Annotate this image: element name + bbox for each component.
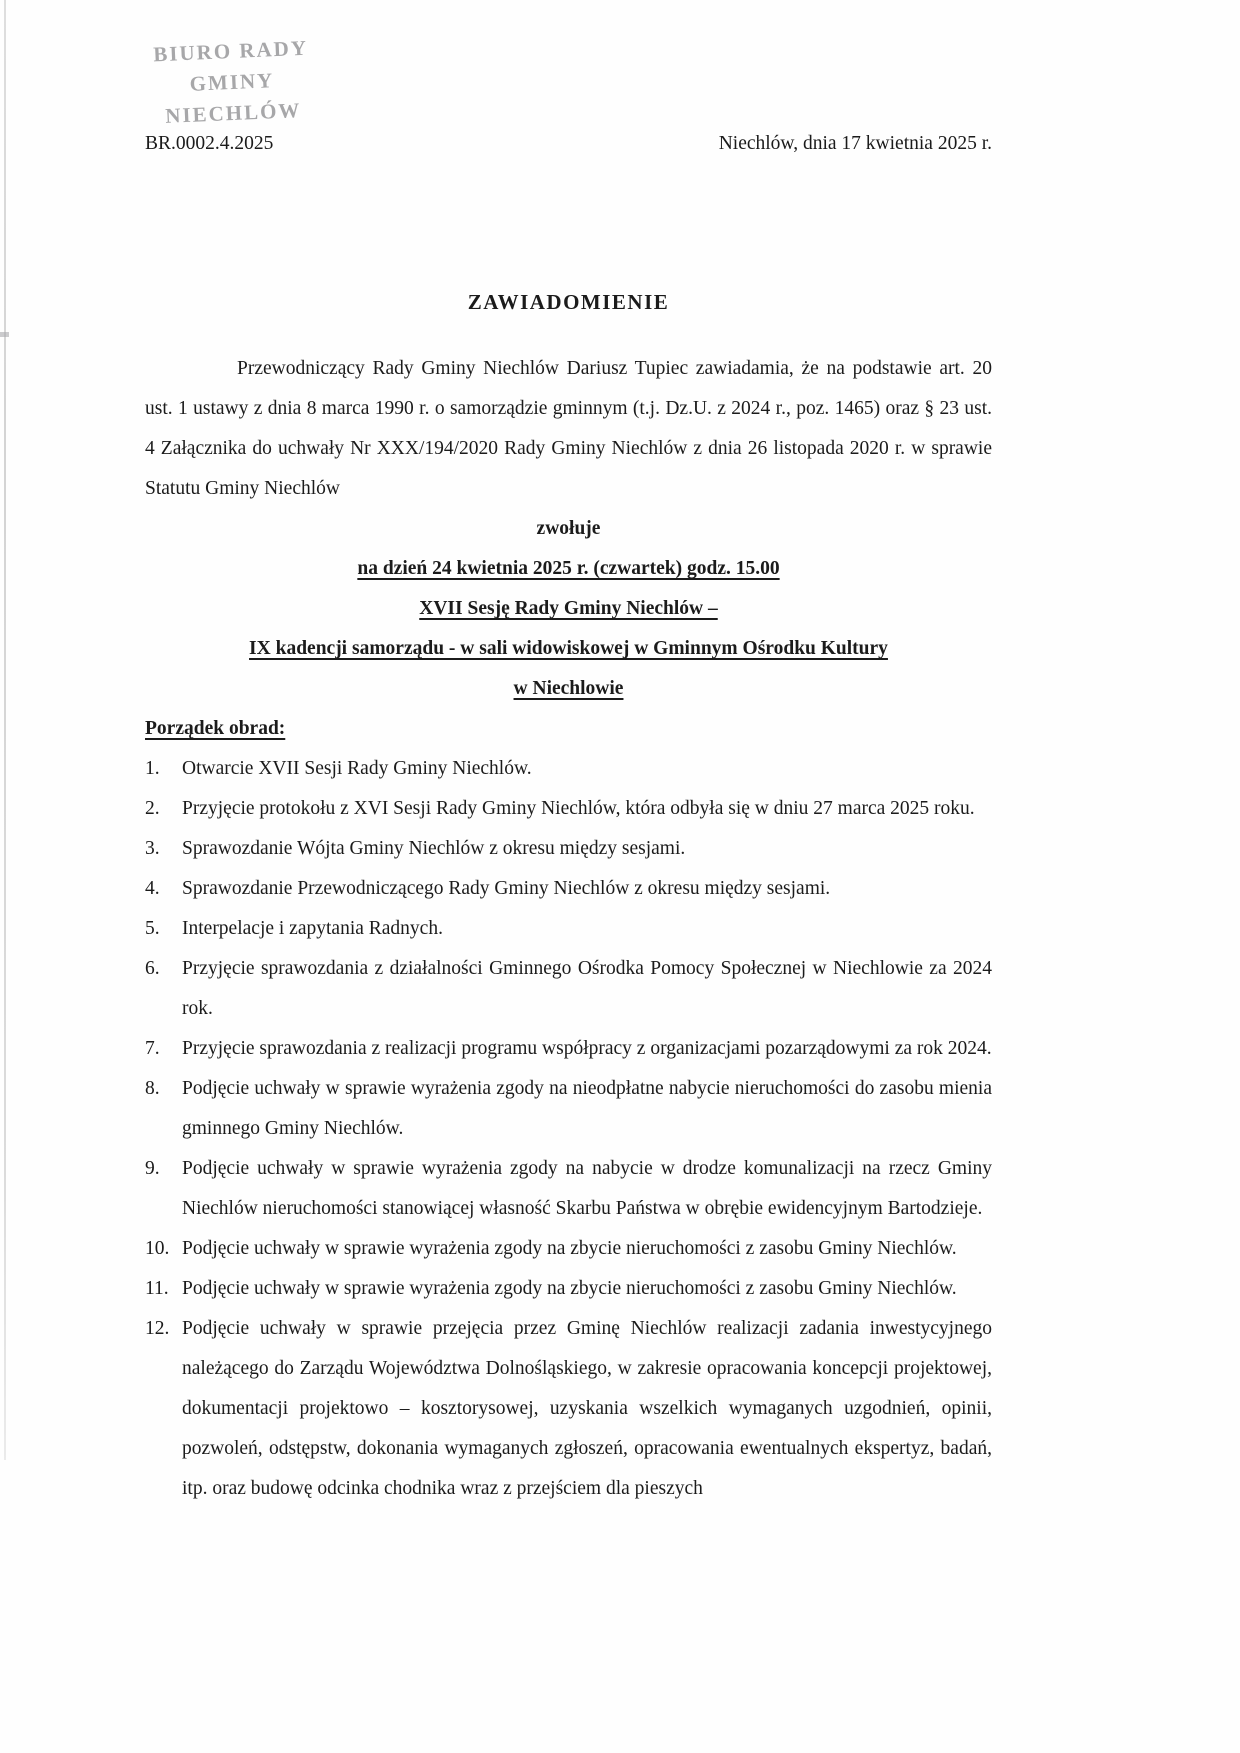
session-place-line bbox=[145, 669, 992, 709]
convene-line: zwołuje bbox=[536, 518, 601, 539]
agenda-item-4 bbox=[145, 869, 992, 909]
agenda-item-6 bbox=[145, 949, 992, 1029]
agenda-item-text: Przyjęcie sprawozdania z działalności Gminnego Ośrodka Pomocy Społecznej w Niechlowie za 2024 rok. bbox=[182, 958, 992, 1019]
agenda-item-number: 4. bbox=[145, 878, 160, 899]
agenda-item-1 bbox=[145, 749, 992, 789]
agenda-item-number: 9. bbox=[145, 1158, 160, 1179]
agenda-item-text: Interpelacje i zapytania Radnych. bbox=[182, 918, 443, 939]
agenda-item-number: 7. bbox=[145, 1038, 160, 1059]
agenda-item-5 bbox=[145, 909, 992, 949]
agenda-item-3 bbox=[145, 829, 992, 869]
session-title-line bbox=[145, 589, 992, 629]
agenda-item-text: Sprawozdanie Przewodniczącego Rady Gminy Niechlów z okresu między sesjami. bbox=[182, 878, 831, 899]
agenda-item-number: 12. bbox=[145, 1318, 170, 1339]
agenda-item-8 bbox=[145, 1069, 992, 1149]
agenda-item-number: 2. bbox=[145, 798, 160, 819]
stamp-line-2: GMINY NIECHLÓW bbox=[164, 68, 302, 128]
agenda-item-10 bbox=[145, 1229, 992, 1269]
agenda-item-2 bbox=[145, 789, 992, 829]
agenda-item-7 bbox=[145, 1029, 992, 1069]
agenda-item-text: Sprawozdanie Wójta Gminy Niechlów z okresu między sesjami. bbox=[182, 838, 686, 859]
stamp-line-1: BIURO RADY bbox=[152, 35, 309, 67]
agenda-item-text: Podjęcie uchwały w sprawie wyrażenia zgody na zbycie nieruchomości z zasobu Gminy Niechlów. bbox=[182, 1278, 957, 1299]
session-title-text: XVII Sesję Rady Gminy Niechlów – bbox=[419, 598, 718, 619]
agenda-item-number: 6. bbox=[145, 958, 160, 979]
session-location-text: IX kadencji samorządu - w sali widowiskowej w Gminnym Ośrodku Kultury bbox=[249, 638, 888, 659]
session-datetime-line bbox=[145, 549, 992, 589]
agenda-item-text: Podjęcie uchwały w sprawie wyrażenia zgody na nabycie w drodze komunalizacji na rzecz Gminy Niechlów nieruchomości stanowiącej własność Skarbu Państwa w obrębie ewidencyjnym Bartodzieje. bbox=[182, 1158, 992, 1219]
agenda-list bbox=[145, 749, 992, 1509]
agenda-item-number: 3. bbox=[145, 838, 160, 859]
session-place-text: w Niechlowie bbox=[513, 678, 624, 699]
agenda-item-number: 11. bbox=[145, 1278, 169, 1299]
agenda-heading bbox=[145, 709, 992, 749]
agenda-item-text: Podjęcie uchwały w sprawie przejęcia przez Gminę Niechlów realizacji zadania inwestycyjnego należącego do Zarządu Województwa Dolnośląskiego, w zakresie opracowania koncepcji projektowej, dokumentacji projektowo – kosztorysowej, uzyskania wszelkich wymaganych uzgodnień, opinii, pozwoleń, odstępstw, dokonania wymaganych zgłoszeń, opracowania ewentualnych ekspertyz, badań, itp. oraz budowę odcinka chodnika wraz z przejściem dla pieszych bbox=[182, 1318, 992, 1499]
reference-number: BR.0002.4.2025 bbox=[145, 133, 274, 154]
intro-paragraph: Przewodniczący Rady Gminy Niechlów Dariusz Tupiec zawiadamia, że na podstawie art. 20 ust. 1 ustawy z dnia 8 marca 1990 r. o samorządzie gminnym (t.j. Dz.U. z 2024 r., poz. 1465) oraz § 23 ust. 4 Załącznika do uchwały Nr XXX/194/2020 Rady Gminy Niechlów z dnia 26 listopada 2020 r. w sprawie Statutu Gminy Niechlów bbox=[145, 358, 992, 499]
agenda-item-text: Podjęcie uchwały w sprawie wyrażenia zgody na zbycie nieruchomości z zasobu Gminy Niechlów. bbox=[182, 1238, 957, 1259]
agenda-item-number: 10. bbox=[145, 1238, 170, 1259]
agenda-item-text: Podjęcie uchwały w sprawie wyrażenia zgody na nieodpłatne nabycie nieruchomości do zasobu mienia gminnego Gminy Niechlów. bbox=[182, 1078, 992, 1139]
agenda-item-text: Przyjęcie protokołu z XVI Sesji Rady Gminy Niechlów, która odbyła się w dniu 27 marca 2025 roku. bbox=[182, 798, 975, 819]
agenda-item-number: 1. bbox=[145, 758, 160, 779]
agenda-heading-text: Porządek obrad: bbox=[145, 718, 286, 739]
place-and-date: Niechlów, dnia 17 kwietnia 2025 r. bbox=[718, 133, 992, 154]
agenda-item-number: 5. bbox=[145, 918, 160, 939]
agenda-item-9 bbox=[145, 1149, 992, 1229]
session-datetime-text: na dzień 24 kwietnia 2025 r. (czwartek) godz. 15.00 bbox=[357, 558, 780, 579]
agenda-item-11 bbox=[145, 1269, 992, 1309]
document-title: ZAWIADOMIENIE bbox=[467, 290, 670, 314]
document-header bbox=[145, 0, 992, 164]
agenda-item-text: Otwarcie XVII Sesji Rady Gminy Niechlów. bbox=[182, 758, 532, 779]
session-location-line bbox=[145, 629, 992, 669]
agenda-item-12 bbox=[145, 1309, 992, 1509]
agenda-item-text: Przyjęcie sprawozdania z realizacji programu współpracy z organizacjami pozarządowymi za rok 2024. bbox=[182, 1038, 992, 1059]
agenda-item-number: 8. bbox=[145, 1078, 160, 1099]
